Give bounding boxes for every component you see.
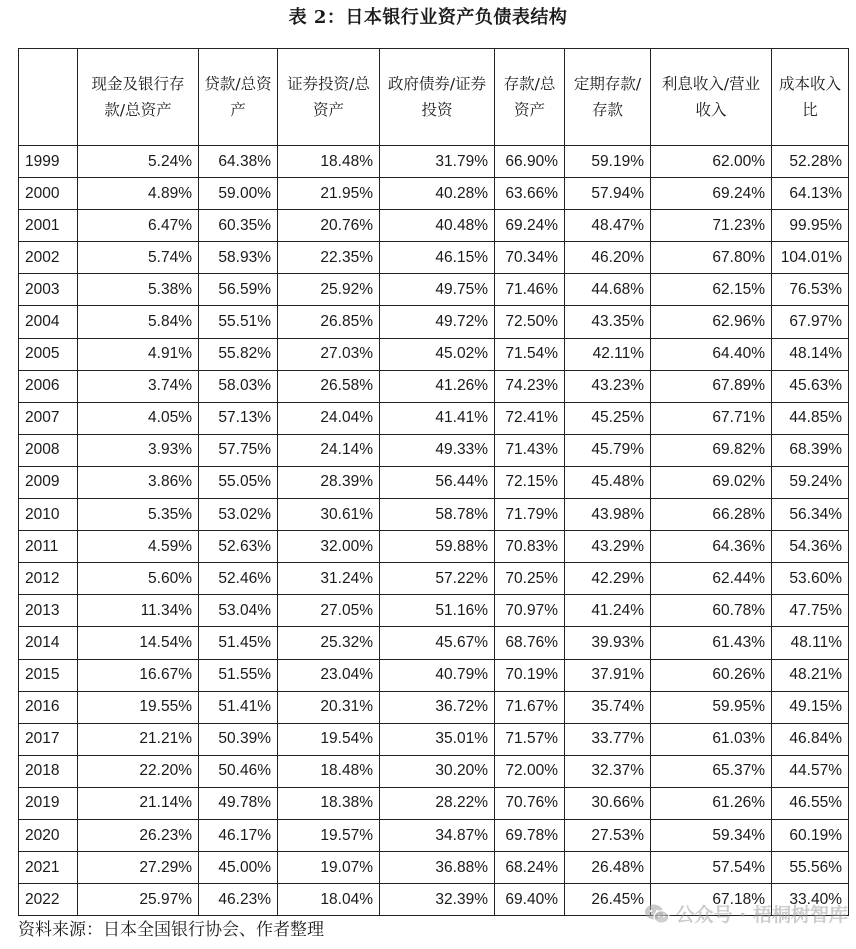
cell-gov-bond-ratio: 30.20% [380, 755, 495, 787]
cell-cost-income-ratio: 54.36% [772, 531, 849, 563]
cell-securities-ratio: 25.92% [278, 274, 380, 306]
cell-interest-income-ratio: 69.82% [651, 434, 772, 466]
cell-cost-income-ratio: 67.97% [772, 306, 849, 338]
cell-year: 2008 [19, 434, 78, 466]
cell-interest-income-ratio: 67.71% [651, 402, 772, 434]
cell-year: 2000 [19, 178, 78, 210]
cell-interest-income-ratio: 67.89% [651, 370, 772, 402]
cell-loan-ratio: 53.04% [199, 595, 278, 627]
cell-securities-ratio: 19.57% [278, 819, 380, 851]
header-cell-time-deposit-ratio: 定期存款/存款 [565, 49, 651, 146]
table-row [19, 370, 849, 402]
cell-gov-bond-ratio: 49.72% [380, 306, 495, 338]
cell-cash-ratio: 3.86% [78, 466, 199, 498]
cell-deposit-ratio: 68.76% [495, 627, 565, 659]
cell-gov-bond-ratio: 40.48% [380, 210, 495, 242]
cell-year: 1999 [19, 146, 78, 178]
header-cell-securities-ratio: 证券投资/总资产 [278, 49, 380, 146]
cell-loan-ratio: 56.59% [199, 274, 278, 306]
cell-time-deposit-ratio: 42.29% [565, 563, 651, 595]
cell-deposit-ratio: 70.76% [495, 787, 565, 819]
header-row [19, 49, 849, 146]
cell-time-deposit-ratio: 37.91% [565, 659, 651, 691]
cell-interest-income-ratio: 64.40% [651, 338, 772, 370]
cell-securities-ratio: 27.03% [278, 338, 380, 370]
cell-year: 2001 [19, 210, 78, 242]
cell-securities-ratio: 18.38% [278, 787, 380, 819]
cell-gov-bond-ratio: 32.39% [380, 884, 495, 916]
cell-interest-income-ratio: 62.44% [651, 563, 772, 595]
table-row [19, 338, 849, 370]
cell-interest-income-ratio: 69.24% [651, 178, 772, 210]
cell-gov-bond-ratio: 45.02% [380, 338, 495, 370]
cell-deposit-ratio: 71.57% [495, 723, 565, 755]
cell-year: 2016 [19, 691, 78, 723]
cell-securities-ratio: 18.04% [278, 884, 380, 916]
cell-gov-bond-ratio: 36.88% [380, 852, 495, 884]
cell-cash-ratio: 5.74% [78, 242, 199, 274]
cell-deposit-ratio: 69.24% [495, 210, 565, 242]
cell-time-deposit-ratio: 32.37% [565, 755, 651, 787]
cell-deposit-ratio: 71.79% [495, 499, 565, 531]
cell-deposit-ratio: 69.40% [495, 884, 565, 916]
table-row [19, 274, 849, 306]
cell-loan-ratio: 49.78% [199, 787, 278, 819]
cell-time-deposit-ratio: 45.79% [565, 434, 651, 466]
cell-interest-income-ratio: 71.23% [651, 210, 772, 242]
cell-loan-ratio: 45.00% [199, 852, 278, 884]
cell-cost-income-ratio: 99.95% [772, 210, 849, 242]
cell-year: 2009 [19, 466, 78, 498]
cell-interest-income-ratio: 59.34% [651, 819, 772, 851]
cell-securities-ratio: 20.76% [278, 210, 380, 242]
cell-loan-ratio: 60.35% [199, 210, 278, 242]
cell-cost-income-ratio: 68.39% [772, 434, 849, 466]
cell-gov-bond-ratio: 45.67% [380, 627, 495, 659]
cell-cash-ratio: 4.59% [78, 531, 199, 563]
cell-securities-ratio: 32.00% [278, 531, 380, 563]
table-row [19, 819, 849, 851]
cell-securities-ratio: 21.95% [278, 178, 380, 210]
cell-cash-ratio: 6.47% [78, 210, 199, 242]
cell-gov-bond-ratio: 41.41% [380, 402, 495, 434]
watermark-text: 公众号 · 梧桐树智库 [675, 904, 848, 926]
table-row [19, 402, 849, 434]
header-cell-deposit-ratio: 存款/总资产 [495, 49, 565, 146]
cell-interest-income-ratio: 60.78% [651, 595, 772, 627]
table-row [19, 595, 849, 627]
cell-year: 2005 [19, 338, 78, 370]
cell-year: 2004 [19, 306, 78, 338]
cell-time-deposit-ratio: 44.68% [565, 274, 651, 306]
cell-securities-ratio: 19.54% [278, 723, 380, 755]
cell-cost-income-ratio: 104.01% [772, 242, 849, 274]
cell-deposit-ratio: 72.50% [495, 306, 565, 338]
cell-time-deposit-ratio: 42.11% [565, 338, 651, 370]
table-row [19, 691, 849, 723]
balance-sheet-table [18, 48, 849, 916]
table-row [19, 531, 849, 563]
cell-gov-bond-ratio: 49.75% [380, 274, 495, 306]
cell-cost-income-ratio: 33.40% [772, 884, 849, 916]
cell-year: 2002 [19, 242, 78, 274]
cell-loan-ratio: 52.63% [199, 531, 278, 563]
cell-securities-ratio: 31.24% [278, 563, 380, 595]
cell-year: 2014 [19, 627, 78, 659]
cell-cash-ratio: 26.23% [78, 819, 199, 851]
cell-time-deposit-ratio: 59.19% [565, 146, 651, 178]
cell-gov-bond-ratio: 40.79% [380, 659, 495, 691]
cell-cost-income-ratio: 76.53% [772, 274, 849, 306]
cell-cash-ratio: 5.60% [78, 563, 199, 595]
cell-cost-income-ratio: 47.75% [772, 595, 849, 627]
cell-loan-ratio: 52.46% [199, 563, 278, 595]
cell-cash-ratio: 5.24% [78, 146, 199, 178]
table-row [19, 178, 849, 210]
cell-loan-ratio: 57.13% [199, 402, 278, 434]
cell-deposit-ratio: 70.97% [495, 595, 565, 627]
cell-cash-ratio: 21.14% [78, 787, 199, 819]
cell-securities-ratio: 24.04% [278, 402, 380, 434]
cell-loan-ratio: 51.55% [199, 659, 278, 691]
cell-gov-bond-ratio: 28.22% [380, 787, 495, 819]
cell-cost-income-ratio: 64.13% [772, 178, 849, 210]
cell-cost-income-ratio: 44.57% [772, 755, 849, 787]
cell-cash-ratio: 4.89% [78, 178, 199, 210]
cell-interest-income-ratio: 69.02% [651, 466, 772, 498]
cell-cost-income-ratio: 52.28% [772, 146, 849, 178]
cell-loan-ratio: 46.23% [199, 884, 278, 916]
table-row [19, 499, 849, 531]
cell-cash-ratio: 5.35% [78, 499, 199, 531]
header-cell-gov-bond-ratio: 政府债券/证券投资 [380, 49, 495, 146]
cell-securities-ratio: 18.48% [278, 146, 380, 178]
cell-cost-income-ratio: 49.15% [772, 691, 849, 723]
cell-deposit-ratio: 72.00% [495, 755, 565, 787]
cell-deposit-ratio: 68.24% [495, 852, 565, 884]
cell-loan-ratio: 50.39% [199, 723, 278, 755]
table-row [19, 787, 849, 819]
cell-securities-ratio: 18.48% [278, 755, 380, 787]
cell-deposit-ratio: 70.34% [495, 242, 565, 274]
cell-gov-bond-ratio: 49.33% [380, 434, 495, 466]
header-cell-cost-income-ratio: 成本收入比 [772, 49, 849, 146]
cell-interest-income-ratio: 62.96% [651, 306, 772, 338]
cell-year: 2022 [19, 884, 78, 916]
cell-gov-bond-ratio: 36.72% [380, 691, 495, 723]
cell-cost-income-ratio: 48.11% [772, 627, 849, 659]
cell-time-deposit-ratio: 30.66% [565, 787, 651, 819]
cell-loan-ratio: 51.45% [199, 627, 278, 659]
cell-gov-bond-ratio: 51.16% [380, 595, 495, 627]
cell-year: 2018 [19, 755, 78, 787]
cell-securities-ratio: 25.32% [278, 627, 380, 659]
cell-deposit-ratio: 66.90% [495, 146, 565, 178]
cell-interest-income-ratio: 62.15% [651, 274, 772, 306]
cell-cash-ratio: 3.93% [78, 434, 199, 466]
cell-cash-ratio: 19.55% [78, 691, 199, 723]
cell-securities-ratio: 28.39% [278, 466, 380, 498]
cell-year: 2020 [19, 819, 78, 851]
cell-deposit-ratio: 63.66% [495, 178, 565, 210]
cell-cash-ratio: 5.84% [78, 306, 199, 338]
table-row [19, 434, 849, 466]
cell-interest-income-ratio: 60.26% [651, 659, 772, 691]
table-row [19, 466, 849, 498]
cell-interest-income-ratio: 67.18% [651, 884, 772, 916]
table-row [19, 627, 849, 659]
cell-deposit-ratio: 72.15% [495, 466, 565, 498]
cell-loan-ratio: 58.03% [199, 370, 278, 402]
cell-cost-income-ratio: 60.19% [772, 819, 849, 851]
cell-deposit-ratio: 69.78% [495, 819, 565, 851]
cell-cost-income-ratio: 56.34% [772, 499, 849, 531]
table-title: 表 2：日本银行业资产负债表结构 [288, 7, 568, 28]
table-row [19, 852, 849, 884]
cell-time-deposit-ratio: 43.29% [565, 531, 651, 563]
cell-deposit-ratio: 71.46% [495, 274, 565, 306]
cell-securities-ratio: 24.14% [278, 434, 380, 466]
cell-year: 2019 [19, 787, 78, 819]
cell-cash-ratio: 3.74% [78, 370, 199, 402]
cell-deposit-ratio: 74.23% [495, 370, 565, 402]
cell-year: 2011 [19, 531, 78, 563]
cell-loan-ratio: 58.93% [199, 242, 278, 274]
cell-deposit-ratio: 71.67% [495, 691, 565, 723]
table-row [19, 210, 849, 242]
cell-cash-ratio: 21.21% [78, 723, 199, 755]
cell-cost-income-ratio: 46.84% [772, 723, 849, 755]
cell-cash-ratio: 14.54% [78, 627, 199, 659]
cell-securities-ratio: 30.61% [278, 499, 380, 531]
cell-cost-income-ratio: 53.60% [772, 563, 849, 595]
cell-gov-bond-ratio: 40.28% [380, 178, 495, 210]
table-row [19, 563, 849, 595]
cell-year: 2006 [19, 370, 78, 402]
cell-year: 2012 [19, 563, 78, 595]
cell-year: 2007 [19, 402, 78, 434]
cell-cash-ratio: 5.38% [78, 274, 199, 306]
cell-deposit-ratio: 70.25% [495, 563, 565, 595]
cell-year: 2013 [19, 595, 78, 627]
cell-gov-bond-ratio: 59.88% [380, 531, 495, 563]
cell-loan-ratio: 64.38% [199, 146, 278, 178]
cell-securities-ratio: 19.07% [278, 852, 380, 884]
cell-interest-income-ratio: 57.54% [651, 852, 772, 884]
cell-gov-bond-ratio: 34.87% [380, 819, 495, 851]
cell-interest-income-ratio: 67.80% [651, 242, 772, 274]
cell-deposit-ratio: 72.41% [495, 402, 565, 434]
cell-time-deposit-ratio: 41.24% [565, 595, 651, 627]
cell-cash-ratio: 22.20% [78, 755, 199, 787]
cell-time-deposit-ratio: 43.98% [565, 499, 651, 531]
cell-loan-ratio: 50.46% [199, 755, 278, 787]
cell-securities-ratio: 26.85% [278, 306, 380, 338]
cell-gov-bond-ratio: 58.78% [380, 499, 495, 531]
cell-securities-ratio: 27.05% [278, 595, 380, 627]
header-cell-cash-ratio: 现金及银行存款/总资产 [78, 49, 199, 146]
cell-gov-bond-ratio: 46.15% [380, 242, 495, 274]
cell-time-deposit-ratio: 46.20% [565, 242, 651, 274]
watermark [644, 900, 848, 927]
header-cell-interest-income-ratio: 利息收入/营业收入 [651, 49, 772, 146]
cell-cost-income-ratio: 48.21% [772, 659, 849, 691]
cell-cost-income-ratio: 48.14% [772, 338, 849, 370]
cell-time-deposit-ratio: 27.53% [565, 819, 651, 851]
cell-securities-ratio: 20.31% [278, 691, 380, 723]
cell-cost-income-ratio: 45.63% [772, 370, 849, 402]
cell-gov-bond-ratio: 31.79% [380, 146, 495, 178]
cell-deposit-ratio: 71.54% [495, 338, 565, 370]
cell-time-deposit-ratio: 48.47% [565, 210, 651, 242]
cell-securities-ratio: 22.35% [278, 242, 380, 274]
cell-interest-income-ratio: 59.95% [651, 691, 772, 723]
cell-gov-bond-ratio: 35.01% [380, 723, 495, 755]
cell-interest-income-ratio: 62.00% [651, 146, 772, 178]
cell-interest-income-ratio: 66.28% [651, 499, 772, 531]
cell-year: 2010 [19, 499, 78, 531]
cell-securities-ratio: 26.58% [278, 370, 380, 402]
cell-cost-income-ratio: 46.55% [772, 787, 849, 819]
cell-deposit-ratio: 71.43% [495, 434, 565, 466]
cell-cost-income-ratio: 44.85% [772, 402, 849, 434]
cell-loan-ratio: 46.17% [199, 819, 278, 851]
cell-year: 2003 [19, 274, 78, 306]
cell-deposit-ratio: 70.19% [495, 659, 565, 691]
cell-gov-bond-ratio: 57.22% [380, 563, 495, 595]
table-row [19, 242, 849, 274]
cell-time-deposit-ratio: 35.74% [565, 691, 651, 723]
cell-cost-income-ratio: 55.56% [772, 852, 849, 884]
cell-time-deposit-ratio: 45.25% [565, 402, 651, 434]
cell-gov-bond-ratio: 56.44% [380, 466, 495, 498]
cell-time-deposit-ratio: 43.23% [565, 370, 651, 402]
cell-cash-ratio: 16.67% [78, 659, 199, 691]
cell-loan-ratio: 51.41% [199, 691, 278, 723]
cell-cost-income-ratio: 59.24% [772, 466, 849, 498]
cell-time-deposit-ratio: 26.48% [565, 852, 651, 884]
cell-cash-ratio: 11.34% [78, 595, 199, 627]
cell-year: 2015 [19, 659, 78, 691]
cell-time-deposit-ratio: 33.77% [565, 723, 651, 755]
cell-time-deposit-ratio: 26.45% [565, 884, 651, 916]
cell-loan-ratio: 55.51% [199, 306, 278, 338]
table-body [19, 146, 849, 916]
cell-time-deposit-ratio: 43.35% [565, 306, 651, 338]
cell-time-deposit-ratio: 45.48% [565, 466, 651, 498]
table-row [19, 659, 849, 691]
cell-time-deposit-ratio: 39.93% [565, 627, 651, 659]
cell-deposit-ratio: 70.83% [495, 531, 565, 563]
table-row [19, 146, 849, 178]
cell-loan-ratio: 57.75% [199, 434, 278, 466]
cell-cash-ratio: 27.29% [78, 852, 199, 884]
table-row [19, 755, 849, 787]
cell-loan-ratio: 53.02% [199, 499, 278, 531]
cell-cash-ratio: 25.97% [78, 884, 199, 916]
cell-interest-income-ratio: 61.43% [651, 627, 772, 659]
cell-interest-income-ratio: 64.36% [651, 531, 772, 563]
cell-loan-ratio: 55.05% [199, 466, 278, 498]
cell-year: 2021 [19, 852, 78, 884]
cell-interest-income-ratio: 61.26% [651, 787, 772, 819]
cell-securities-ratio: 23.04% [278, 659, 380, 691]
cell-time-deposit-ratio: 57.94% [565, 178, 651, 210]
cell-interest-income-ratio: 65.37% [651, 755, 772, 787]
cell-cash-ratio: 4.05% [78, 402, 199, 434]
wechat-icon [644, 903, 670, 925]
cell-year: 2017 [19, 723, 78, 755]
header-cell-loan-ratio: 贷款/总资产 [199, 49, 278, 146]
cell-gov-bond-ratio: 41.26% [380, 370, 495, 402]
table-row [19, 723, 849, 755]
cell-loan-ratio: 55.82% [199, 338, 278, 370]
source-note: 资料来源：日本全国银行协会、作者整理 [18, 920, 324, 940]
cell-interest-income-ratio: 61.03% [651, 723, 772, 755]
table-row [19, 306, 849, 338]
cell-loan-ratio: 59.00% [199, 178, 278, 210]
cell-cash-ratio: 4.91% [78, 338, 199, 370]
header-cell-year [19, 49, 78, 146]
